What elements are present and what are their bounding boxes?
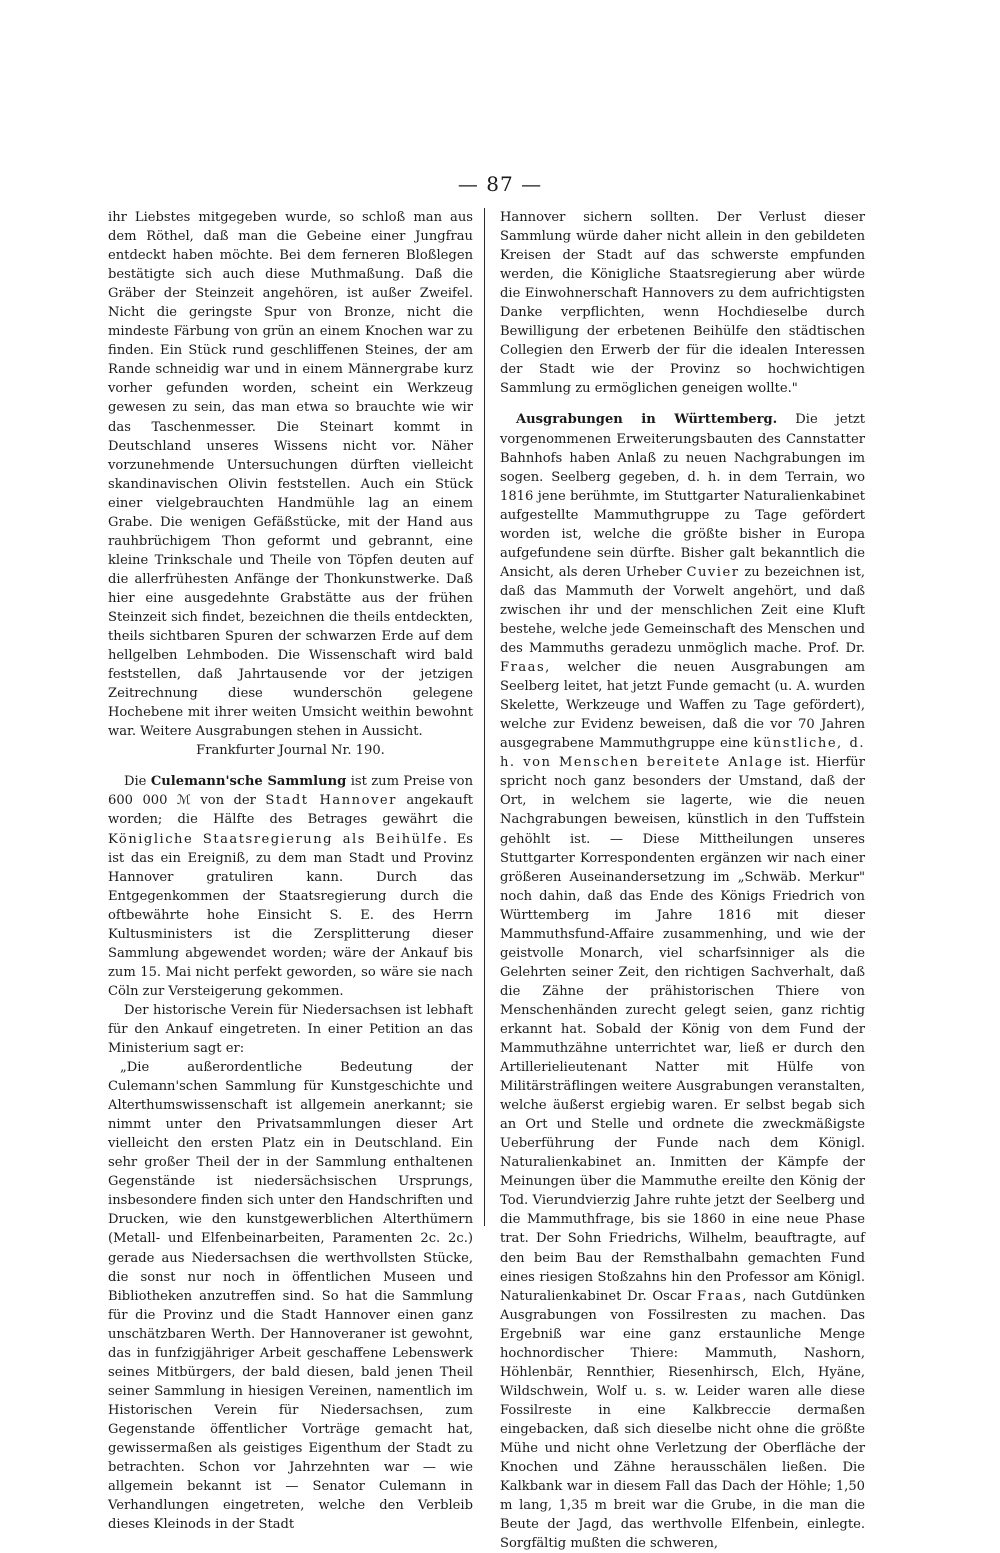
text-segment: Es ist das ein Ereigniß, zu dem man Stadt und Provinz Hannover gratuliren kann. Durch das Entgegenkommen der Staatsregierung durch die oftbewährte hohe Einsicht S. E. des Herrn Kultusministers ist die Zersplitterung dieser Sammlung abgewendet worden; wäre der Ankauf bis zum 15. Mai nicht perfekt geworden, so wäre sie nach Cöln zur Versteigerung gekommen. bbox=[108, 831, 474, 999]
left-column bbox=[108, 208, 473, 1534]
paragraph-historical-society: Der historische Verein für Niedersachsen ist lebhaft für den Ankauf eingetreten. In einer Petition an das Ministerium sagt er: bbox=[108, 1002, 473, 1057]
text-segment: zu bezeichnen ist, daß das Mammuth der Vorwelt angehört, und daß zwischen ihr und der menschlichen Zeit eine Kluft bestehe, welche jede Gemeinschaft des Menschen und des Mammuths geradezu unmöglich mache. Prof. Dr. bbox=[500, 564, 865, 657]
paragraph-culemann-collection bbox=[108, 772, 473, 1001]
text-segment: ist. Hierfür spricht noch ganz besonders der Umstand, daß der Ort, in welchem sie lagerte, wie die neuen Nachgrabungen beweisen, künstlich in den Tuffstein gehöhlt ist. — Diese Mittheilungen unseres Stuttgarter Korrespondenten ergänzen wir nach einer größeren Auseinandersetzung im „Schwäb. Merkur" noch dahin, daß das Ende des Königs Friedrich von Württemberg im Jahre 1816 mit dieser Mammuthsfund-Affaire zusammenhing, und wie der geistvolle Monarch, viel scharfsinniger als die Gelehrten seiner Zeit, den richtigen Sachverhalt, daß die Zähne der prähistorischen Thiere von Menschenhänden zurecht gelegt seien, ganz richtig erkannt hat. Sobald der König von dem Fund der Mammuthzähne unterrichtet war, ließ er durch den Artillerielieutenant Natter mit Hülfe von Militärsträflingen weitere Ausgrabungen veranstalten, welche äußerst ergiebig waren. Er selbst begab sich an Ort und Stelle und ordnete die zweckmäßigste Ueberführung der Funde nach dem Königl. Naturalienkabinet an. Inmitten der Kämpfe der Meinungen über die Mammuthe ereilte den König der Tod. Vierundvierzig Jahre ruhte jetzt der Seelberg und die Mammuthfrage, bis sie 1860 in eine neue Phase trat. Der Sohn Friedrichs, Wilhelm, beauftragte, auf den beim Bau der Remsthalbahn gemachten Fund eines riesigen Stoßzahns hin den Professor am Königl. Naturalienkabinet Dr. Oscar bbox=[500, 755, 866, 1304]
emphasis-stadt-hannover: Stadt Hannover bbox=[265, 793, 397, 809]
emphasis-fraas-second: Fraas, bbox=[697, 1288, 748, 1304]
right-column bbox=[500, 208, 865, 1553]
emphasis-cuvier: Cuvier bbox=[686, 564, 740, 580]
column-divider bbox=[484, 208, 485, 1226]
emphasis-staatsregierung: Königliche Staatsregierung als Beihülfe. bbox=[108, 831, 449, 847]
text-segment: angekauft worden; die Hälfte des Betrages gewährt die bbox=[108, 793, 473, 828]
paragraph-petition-quote: „Die außerordentliche Bedeutung der Culemann'schen Sammlung für Kunstgeschichte und Alterthumswissenschaft ist allgemein anerkannt; sie nimmt unter den Privatsammlungen dieser Art vielleicht den ersten Platz ein in Deutschland. Ein sehr großer Theil der in der Sammlung enthaltenen Gegenstände ist niedersächsischen Ursprungs, insbesondere finden sich unter den Handschriften und Drucken, wie den kunstgewerblichen Alterthümern (Metall- und Elfenbeinarbeiten, Paramenten 2c. 2c.) gerade aus Niedersachsen die werthvollsten Stücke, die sonst nur noch in öffentlichen Museen und Bibliotheken anzutreffen sind. So hat die Sammlung für die Provinz und die Stadt Hannover einen ganz unschätzbaren Werth. Der Hannoveraner ist gewohnt, das in funfzigjähriger Arbeit geschaffene Lebenswerk seines Mitbürgers, der bald diesen, bald jenen Theil seiner Sammlung in hiesigen Vereinen, namentlich im Historischen Verein für Niedersachsen, zum Gegenstande öffentlicher Vorträge gemacht hat, gewissermaßen als geistiges Eigenthum der Stadt zu betrachten. Schon vor Jahrzehnten war — wie allgemein bekannt ist — Senator Culemann in Verhandlungen eingetreten, welche den Verbleib dieses Kleinods in der Stadt bbox=[108, 1060, 473, 1533]
source-citation: Frankfurter Journal Nr. 190. bbox=[196, 743, 385, 759]
text-segment: welcher die neuen Ausgrabungen am Seelberg leitet, hat jetzt Funde gemacht (u. A. wurden Skelette, Werkzeuge und Waffen zu Tage gefördert), welche zur Evidenz beweisen, daß die vor 70 Jahren ausgegrabene Mammuthgruppe eine bbox=[500, 660, 865, 752]
emphasis-fraas: Fraas, bbox=[500, 660, 551, 676]
article-heading-culemann: Culemann'sche Sammlung bbox=[150, 774, 347, 790]
emphasis-artificial-arrangement: künstliche, d. h. von Menschen bereitete Anlage bbox=[500, 736, 865, 771]
paragraph-excavations-wuerttemberg bbox=[500, 410, 865, 1553]
paragraph-grave-finds: ihr Liebstes mitgegeben wurde, so schloß man aus dem Röthel, daß man die Gebeine einer Jungfrau entdeckt haben möchte. Bei dem ferneren Bloßlegen bestätigte sich auch diese Muthmaßung. Daß die Gräber der Steinzeit angehören, ist außer Zweifel. Nicht die geringste Spur von Bronze, nicht die mindeste Färbung von grün an einem Knochen war zu finden. Ein Stück rund geschliffenen Steines, der am Rande schneidig war und in einem Männergrabe kurz vorher gefunden worden, scheint ein Werkzeug gewesen zu sein, das man etwa so brauchte wie wir das Taschenmesser. Die Steinart kommt in Deutschland unseres Wissens nicht vor. Näher vorzunehmende Untersuchungen dürften vielleicht skandinavischen Olivin feststellen. Auch ein Stück einer vielgebrauchten Handmühle lag an einem Grabe. Die wenigen Gefäßstücke, mit der Hand aus rauhbrüchigem Thon geformt und gebrannt, eine kleine Trinkschale und Theile von Töpfen deuten auf die allerfrühesten Anfänge der Thonkunstwerke. Daß hier eine ausgedehnte Grabstätte aus der frühen Steinzeit sich findet, bezeichnen die theils entdeckten, theils sichtbaren Spuren der schwarzen Erde auf dem hellgelben Lehmboden. Die Wissenschaft wird bald feststellen, daß Jahrtausende vor der jetzigen Zeitrechnung diese wunderschön gelegene Hochebene mit ihrer weiten Umsicht weithin bewohnt war. Weitere Ausgrabungen stehen in Aussicht. bbox=[108, 210, 473, 740]
text-segment: Die bbox=[124, 774, 147, 790]
page-number: — 87 — bbox=[457, 172, 543, 196]
text-segment: ist zum Preise von 600 000 ℳ von der bbox=[108, 774, 473, 809]
paragraph-petition-continued: Hannover sichern sollten. Der Verlust dieser Sammlung würde daher nicht allein in den gebildeten Kreisen der Stadt auf das schwerste empfunden werden, die Königliche Staatsregierung aber würde die Einwohnerschaft Hannovers zu dem aufrichtigsten Danke verpflichten, wenn Hochdieselbe durch Bewilligung der erbetenen Beihülfe den städtischen Collegien den Erwerb der für die idealen Interessen der Stadt wie der Provinz so hochwichtigen Sammlung zu ermöglichen geneigen wollte." bbox=[500, 210, 865, 397]
text-segment: Die jetzt vorgenommenen Erweiterungsbauten des Cannstatter Bahnhofs haben Anlaß zu neuen Nachgrabungen im sogen. Seelberg gegeben, d. h. in dem Terrain, wo 1816 jene berühmte, im Stuttgarter Naturalienkabinet aufgestellte Mammuthgruppe zu Tage gefördert worden ist, welche die größte bisher in Europa aufgefundene sein dürfte. Bisher galt bekanntlich die Ansicht, als deren Urheber bbox=[500, 412, 865, 580]
text-segment: nach Gutdünken Ausgrabungen von Fossilresten zu machen. Das Ergebniß war eine ganz erstaunliche Menge hochnordischer Thiere: Mammuth, Nashorn, Höhlenbär, Rennthier, Riesenhirsch, Elch, Hyäne, Wildschwein, Wolf u. s. w. Leider waren alle diese Fossilreste in eine Kalkbreccie dermaßen eingebacken, daß sich dieselbe nicht ohne die größte Mühe und nicht ohne Verletzung der Oberfläche der Knochen und Zähne herausschälen ließen. Die Kalkbank war in diesem Fall das Dach der Höhle; 1,50 m lang, 1,35 m breit war die Grube, in die man die Beute der Jagd, das werthvolle Elfenbein, einlegte. Sorgfältig mußten die schweren, bbox=[500, 1288, 865, 1552]
article-heading-excavations: Ausgrabungen in Württemberg. bbox=[516, 412, 778, 428]
